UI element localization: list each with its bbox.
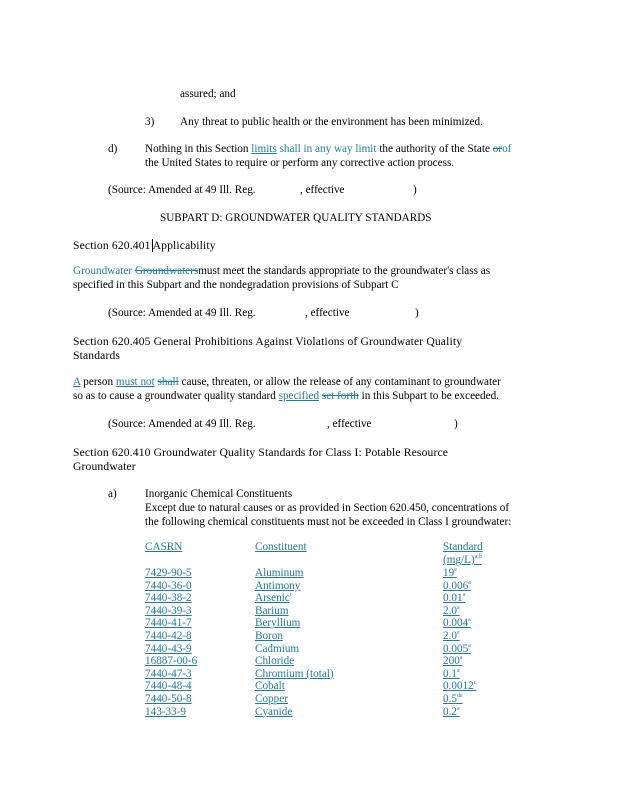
casrn-column: [145, 567, 197, 718]
section-401-source-close: ): [415, 307, 419, 319]
item-d-line-1: Nothing in this Section limits shall in any way limit the authority of the State orof: [145, 143, 512, 155]
casrn-cell: 7440-47-3: [145, 667, 192, 680]
source-note-1-effective: , effective: [300, 184, 345, 196]
constituent-cell: Chromium (total): [255, 667, 334, 680]
item-3-number: 3): [145, 116, 155, 128]
section-410-heading-line-1: Section 620.410 Groundwater Quality Standards for Class I: Potable Resource: [73, 446, 449, 459]
casrn-cell: 7440-36-0: [145, 579, 192, 592]
item-a-text-line-2: the following chemical constituents must not be exceeded in Class I groundwater:: [145, 516, 512, 528]
constituent-cell: Barium: [255, 604, 289, 617]
casrn-cell: 7440-42-8: [145, 629, 192, 642]
constituent-cell: Antimony: [255, 579, 301, 592]
item-a-number: a): [108, 488, 117, 500]
standard-cell: 0.01$^a$: [443, 592, 466, 605]
casrn-column-header: CASRN: [145, 541, 183, 553]
section-401-para-line-2: specified in this Subpart and the nondegradation provisions of Subpart C: [73, 279, 399, 291]
section-401-para-line-1: Groundwater Groundwatersmust meet the standards appropriate to the groundwater's class as: [73, 265, 491, 277]
standard-cell: 19e: [443, 567, 457, 579]
casrn-cell: 7440-50-8: [145, 692, 192, 705]
casrn-cell: 7440-41-7: [145, 617, 192, 630]
constituent-column-header: Constituent: [255, 541, 307, 553]
constituent-cell: Beryllium: [255, 617, 301, 630]
item-d-line-2: the United States to require or perform any corrective action process.: [145, 157, 455, 169]
standard-cell: 200$^a$: [443, 655, 463, 668]
source-note-1: (Source: Amended at 49 Ill. Reg.: [108, 184, 256, 196]
section-405-source: (Source: Amended at 49 Ill. Reg.: [108, 418, 256, 430]
section-410-heading-line-2: Groundwater: [73, 460, 136, 473]
casrn-cell: 7440-43-9: [145, 642, 192, 655]
constituent-cell: Cyanide: [255, 705, 293, 718]
unit-header: $(mg/L)^{a,b}$: [443, 554, 482, 566]
constituent-cell: Boron: [255, 629, 283, 642]
standard-column: [443, 567, 476, 718]
standard-cell: 0.1$^a$: [443, 667, 460, 680]
section-405-source-close: ): [454, 418, 458, 430]
standard-cell: 0.5de: [443, 692, 463, 705]
section-405-heading-line-2: Standards: [73, 349, 121, 362]
item-a-title: Inorganic Chemical Constituents: [145, 488, 293, 500]
standard-cell: 0.0012$^c$: [443, 680, 477, 693]
item-d-number: d): [108, 143, 118, 155]
casrn-cell: 7440-48-4: [145, 680, 192, 693]
casrn-cell: 7440-39-3: [145, 604, 192, 617]
constituent-cell: Chloride: [255, 655, 295, 668]
casrn-cell: 143-33-9: [145, 705, 187, 718]
subpart-heading: SUBPART D: GROUNDWATER QUALITY STANDARDS: [160, 212, 432, 224]
constituent-cell: Copper: [255, 692, 288, 705]
source-note-1-close: ): [413, 184, 417, 196]
constituent-cell: Aluminum: [255, 567, 304, 579]
section-405-para-line-1: A person must not shall cause, threaten, or allow the release of any contaminant to groundwater: [73, 376, 501, 388]
section-405-para-line-2: so as to cause a groundwater quality standard specified set forth in this Subpart to be exceeded.: [73, 390, 499, 402]
standard-cell: 2.0e: [443, 629, 460, 642]
constituent-cell: Arsenic$^c$: [255, 592, 293, 605]
standard-cell: 0.004$^a$: [443, 617, 471, 630]
standard-cell: 0.006$^a$: [443, 579, 471, 592]
casrn-cell: 16887-00-6: [145, 655, 198, 668]
casrn-cell: 7429-90-5: [145, 567, 192, 579]
section-401-heading: Section 620.401 Applicability: [73, 239, 216, 252]
section-401-source: (Source: Amended at 49 Ill. Reg.: [108, 307, 256, 319]
constituent-cell: Cadmium: [255, 642, 300, 655]
standard-cell: 2.0$^a$: [443, 604, 460, 617]
standard-cell: 0.2$^a$: [443, 705, 460, 718]
casrn-cell: 7440-38-2: [145, 592, 192, 605]
standard-column-header: Standard: [443, 541, 483, 553]
section-405-source-effective: , effective: [327, 418, 372, 430]
assured-line: assured; and: [180, 88, 236, 100]
standard-cell: 0.005$^a$: [443, 642, 471, 655]
item-3-text: Any threat to public health or the environment has been minimized.: [180, 116, 483, 128]
constituent-cell: Cobalt: [255, 680, 285, 693]
section-405-heading-line-1: Section 620.405 General Prohibitions Against Violations of Groundwater Quality: [73, 335, 463, 348]
item-a-text-line-1: Except due to natural causes or as provided in Section 620.450, concentrations of: [145, 502, 510, 514]
constituent-column: [255, 567, 334, 718]
section-401-source-effective: , effective: [305, 307, 350, 319]
